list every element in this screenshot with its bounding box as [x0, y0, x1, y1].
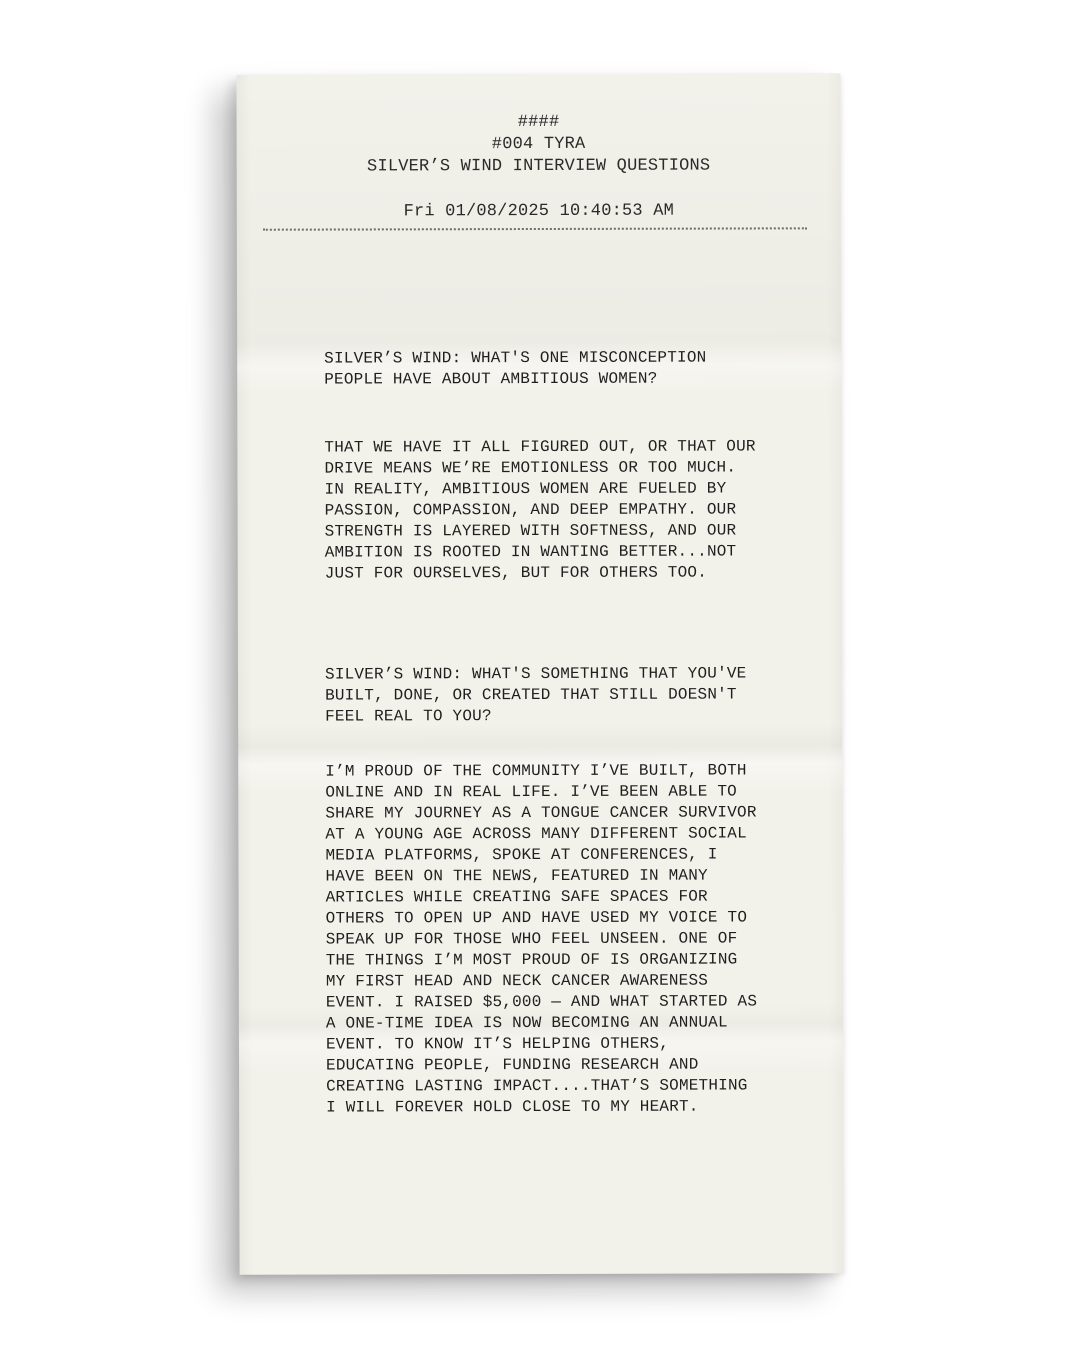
dotted-divider [263, 227, 807, 230]
hash-line: #### [517, 112, 560, 133]
timestamp: Fri 01/08/2025 10:40:53 AM [403, 201, 675, 222]
answer-1: THAT WE HAVE IT ALL FIGURED OUT, OR THAT OUR DRIVE MEANS WE’RE EMOTIONLESS OR TOO MUCH. IN REALITY, AMBITIOUS WOMEN ARE FUELED BY PASSION, COMPASSION, AND DEEP EMPATHY. OUR STRENGTH IS LAYERED WITH SOFTNESS, AND OUR AMBITION IS ROOTED IN WANTING BETTER...NOT JUST FOR OURSELVES, BUT FOR OTHERS TOO. [324, 437, 756, 583]
receipt-id: #004 TYRA [491, 134, 586, 155]
receipt-paper [236, 73, 843, 1275]
document-title: SILVER’S WIND INTERVIEW QUESTIONS [367, 156, 711, 177]
question-2: SILVER’S WIND: WHAT'S SOMETHING THAT YOU'VE BUILT, DONE, OR CREATED THAT STILL DOESN'T FEEL REAL TO YOU? [324, 664, 747, 726]
answer-2: I’M PROUD OF THE COMMUNITY I’VE BUILT, BOTH ONLINE AND IN REAL LIFE. I’VE BEEN ABLE TO SHARE MY JOURNEY AS A TONGUE CANCER SURVIVOR AT A YOUNG AGE ACROSS MANY DIFFERENT SOCIAL MEDIA PLATFORMS, SPOKE AT CONFERENCES, I HAVE BEEN ON THE NEWS, FEATURED IN MANY ARTICLES WHILE CREATING SAFE SPACES FOR OTHERS TO OPEN UP AND HAVE USED MY VOICE TO SPEAK UP FOR THOSE WHO FEEL UNSEEN. ONE OF THE THINGS I’M MOST PROUD OF IS ORGANIZING MY FIRST HEAD AND NECK CANCER AWARENESS EVENT. I RAISED $5,000 — AND WHAT STARTED AS A ONE-TIME IDEA IS NOW BECOMING AN ANNUAL EVENT. TO KNOW IT’S HELPING OTHERS, EDUCATING PEOPLE, FUNDING RESEARCH AND CREATING LASTING IMPACT....THAT’S SOMETHING I WILL FOREVER HOLD CLOSE TO MY HEART. [325, 761, 758, 1117]
receipt-header [237, 111, 841, 224]
question-1: SILVER’S WIND: WHAT'S ONE MISCONCEPTION PEOPLE HAVE ABOUT AMBITIOUS WOMEN? [324, 348, 707, 389]
